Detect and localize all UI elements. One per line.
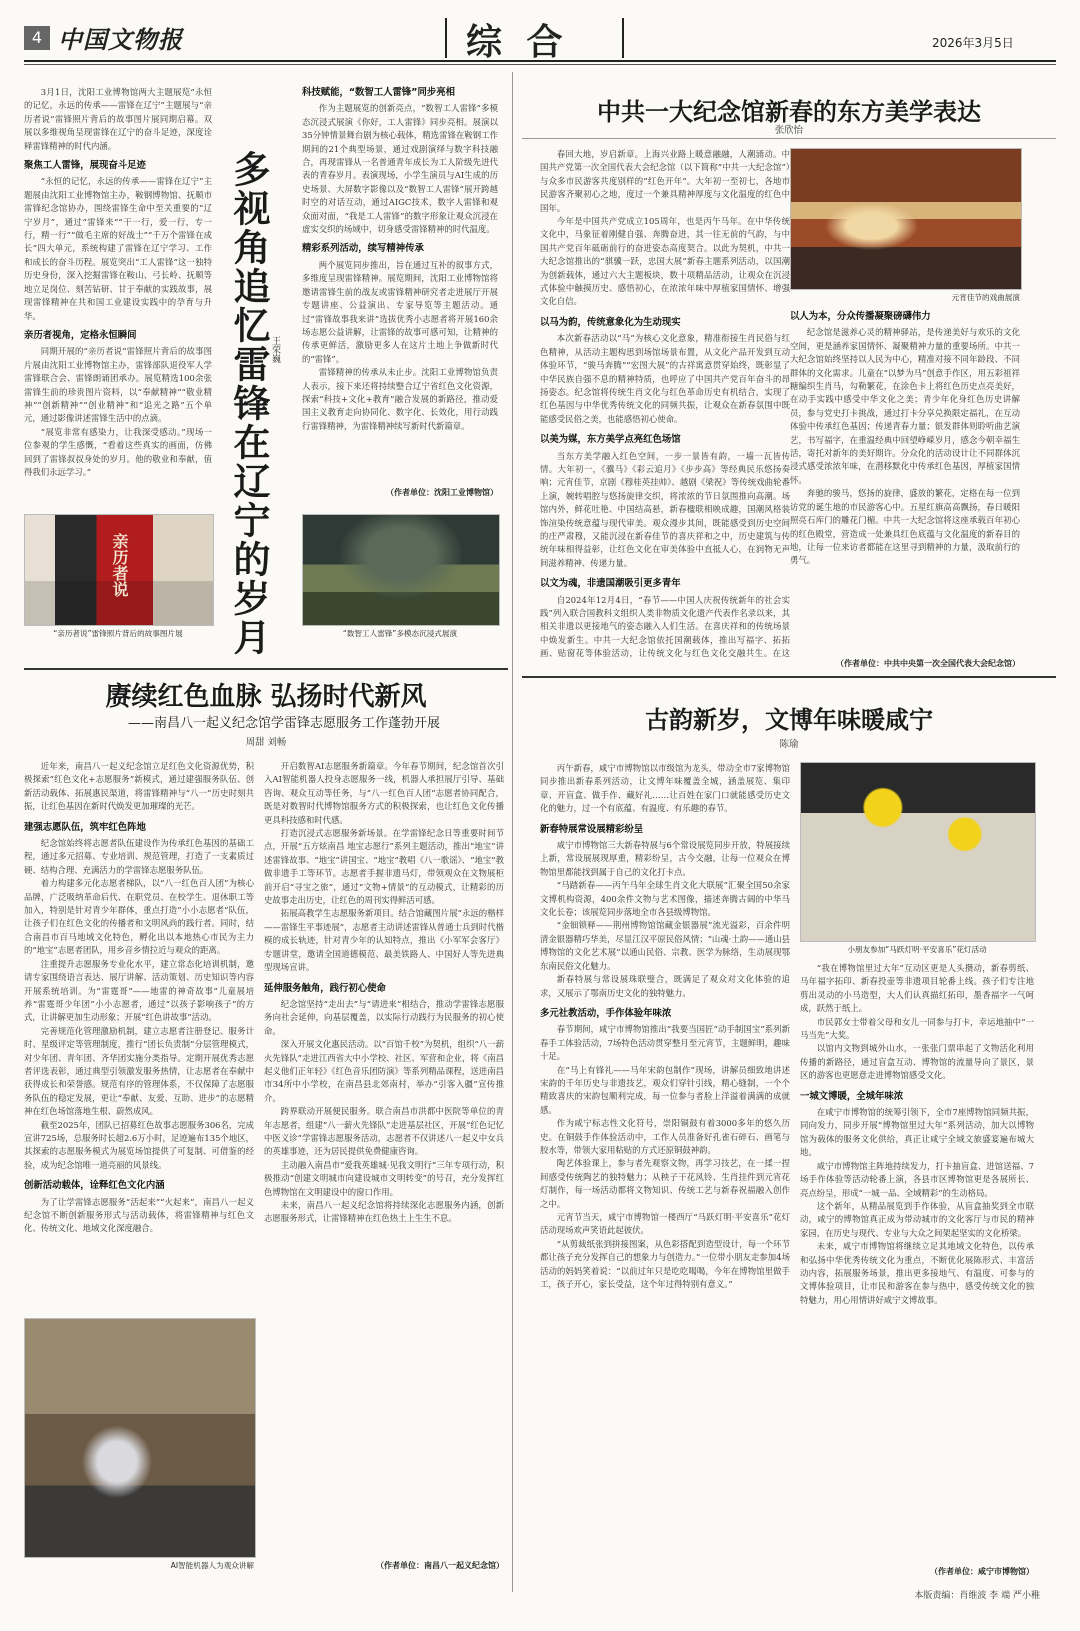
nanchang-p7: 开启数智AI志愿服务新篇章。今年春节期间，纪念馆首次引入AI智能机器人投身志愿服务一线，机器人承担展厅引导、基础咨询、观众互动等任务，与“八一红色百人团”志愿者协同配合，既是对数智时代博物馆服务方式的积极探索，也让红色文化传播更具科技感和时代感。: [264, 761, 504, 825]
party-p7: 奔驰的骏马，悠扬的旋律，盛放的繁花，定格在每一位到访党的诞生地的市民游客心中。五星红旗高高飘扬，春日暖阳照亮石库门的雕花门楣。中共一大纪念馆将这座承载百年初心的红色殿堂，营造成一处兼具红色底蕴与文化温度的新春目的地，让每一位来访者都能在这里寻到精神的力量，汲取前行的勇气。: [790, 488, 1020, 566]
party-p1: 春回大地，岁启新章。上海兴业路上暖意融融，人潮涌动。中国共产党第一次全国代表大会纪念馆（以下简称“中共一大纪念馆”）与众多市民游客共度别样的“红色开年”。大年初一至初七，各地市民游客齐聚初心之地，度过一个兼具精神厚度与文化温度的红色中国年。: [540, 149, 790, 213]
xianning-p17: 这个新年，从精品展览到手作体验，从盲盒抽奖到全市联动，咸宁的博物馆真正成为带动城市的文化客厅与市民的精神家园，在历史与现代、专业与大众之间架起坚实的文化桥梁。: [800, 1200, 1034, 1238]
nanchang-caption: AI智能机器人为观众讲解: [170, 1561, 254, 1570]
xianning-author: 陈瑜: [779, 739, 799, 750]
nanchang-p14: 未来，南昌八一起义纪念馆将持续深化志愿服务内涵，创新志愿服务形式，让雷锋精神在红色热土上生生不息。: [264, 1200, 504, 1224]
nanchang-photo-robot: [24, 1318, 256, 1558]
party-affiliation: （作者单位：中共中央第一次全国代表大会纪念馆）: [836, 659, 1020, 668]
nanchang-p9: 拓展高教学生志愿服务新项目。结合馆藏图片展“永远的楷样——雷锋生平事迹展”，志愿者主动讲述雷锋从普通士兵到时代楷模的成长轨迹，针对青少年的认知特点，推出《小军军会客厅》专题讲堂，邀请全国道德模范、最美铁路人、中国好人等先进典型现场宣讲。: [264, 908, 504, 973]
leifeng-sub3: 科技赋能，“数智工人雷锋”同步亮相: [302, 87, 455, 98]
leifeng-affiliation: （作者单位：沈阳工业博物馆）: [386, 488, 498, 497]
leifeng-photo-exhibit: [24, 514, 214, 626]
section-title: 综 合: [466, 22, 569, 63]
xianning-sub2: 多元社教活动，手作体验年味浓: [540, 1007, 672, 1019]
leifeng-p2: 同期开展的“亲历者说”雷锋照片背后的故事图片展由沈阳工业博物馆主办，雷锋部队退役军人学雷锋联合会、雷锋朗诵团承办。展览精选100余张雷锋生前的珍贵图片资料，以“奉献精神”“敬业精神”“创新精神”“创业精神”和“追光之路”五个单元，通过影像讲述雷锋生活中的点滴。: [24, 346, 212, 424]
leifeng-caption-2: “数智工人雷锋”多模态沉浸式展演: [342, 629, 458, 638]
paper-name: 中国文物报: [58, 25, 183, 54]
masthead-rule: [24, 60, 1056, 62]
party-sub3: 以文为魂，非遗国潮吸引更多青年: [540, 578, 681, 590]
xianning-p5: 新春特展与常设展珠联璧合，既满足了观众对文化体验的追求，又展示了鄂南历史文化的独特魅力。: [540, 974, 790, 998]
leifeng-column-1: [24, 86, 212, 512]
nanchang-column-1: [24, 760, 254, 1314]
xianning-p16: 咸宁市博物馆主阵地持续发力，打卡抽盲盒、进馆送福、7场手作体验等活动轮番上演，各县市区博物馆更是各展所长、亮点纷呈，形成“一城一品、全域精彩”的生动格局。: [800, 1160, 1034, 1198]
xianning-title: 古韵新岁，文博年味暖咸宁: [645, 706, 933, 734]
xianning-p8: 作为咸宁标志性文化符号，崇阳铜鼓有着3000多年的悠久历史。在铜鼓手作体验活动中，工作人员准备好孔雀石碎石、画笔与胶水等，带领大家用粘贴的方式还原铜鼓神韵。: [540, 1118, 790, 1155]
leifeng-p4: 作为主题展览的创新亮点，“数智工人雷锋”多模态沉浸式展演《你好，工人雷锋》同步亮相。展演以35分钟情景舞台剧为核心载体，精选雷锋在鞍钢工作期间的21个典型场景，通过戏剧演绎与数字科技融合，再现雷锋从一名普通青年成长为工人阶级先进代表的青春岁月。表演现场，小学生演员与AI生成的历史场景、大屏数字影像以及“数智工人雷锋”展开跨越时空的对话互动，通过AIGC技术，数字人雷锋和观众面对面，“我是工人雷锋”的数字形象让观众沉浸在虚实交织的场域中，切身感受雷锋精神的时代温度。: [302, 103, 498, 235]
leifeng-p3: “展览非常有感染力，让我深受感动。”现场一位参观的学生感慨，“看着这些真实的画面，仿佛回到了雷锋叔叔身处的岁月。他的敬业和奉献，值得我们永远学习。”: [24, 426, 212, 477]
party-p4: 当东方美学融入红色空间，一步一景皆有韵，一墙一瓦皆传情。大年初一，《骥马》《彩云追月》《步步高》等经典民乐悠扬奏响；元宵佳节，京剧《穆桂英挂帅》、越剧《梁祝》等传统戏曲轮番上演，婉转唱腔与悠扬旋律交织，将浓浓的节日氛围推向高潮。场馆内外，鲜花吐艳、中国结高悬，新春楹联相映成趣，国潮风格装饰渲染传统意蕴与现代审美。观众漫步其间，既能感受到历史空间的庄严肃穆，又能沉浸在新春佳节的喜庆祥和之中，历史建筑与传统年味相得益彰，让红色文化在审美体验中直抵人心，在润物无声间滋养精神、传递力量。: [540, 450, 790, 568]
xianning-p10: 元宵节当天，咸宁市博物馆一楼西厅“马跃灯明·平安喜乐”花灯活动现场欢声笑语此起彼伏。: [540, 1212, 790, 1236]
nanchang-intro: 近年来，南昌八一起义纪念馆立足红色文化资源优势，积极探索“红色文化+志愿服务”新模式，通过建强服务队伍、创新活动载体、拓展惠民渠道，将雷锋精神与“八一”历史时刻共振，让红色基因在新时代焕发更加璀璨的光芒。: [24, 761, 254, 812]
party-column-1: [540, 148, 790, 658]
xianning-p6: 春节期间，咸宁市博物馆推出“我要当国匠”动手制国宝”系列新春手工体验活动，7场特色活动贯穿整月至元宵节，主题鲜明，趣味十足。: [540, 1024, 790, 1062]
nanchang-p6: 为了让学雷锋志愿服务“活起来”“火起来”，南昌八一起义纪念馆不断创新服务形式与活动载体，将雷锋精神与红色文化、传统文化、地域文化深度融合。: [24, 1196, 254, 1234]
party-sub2: 以美为媒，东方美学点亮红色场馆: [540, 434, 681, 446]
nanchang-p10: 纪念馆坚持“走出去”与“请进来”相结合，推动学雷锋志愿服务向社会延伸，向基层覆盖，以实际行动践行为民服务的初心使命。: [264, 998, 504, 1036]
party-column-2: [790, 310, 1020, 656]
leifeng-sub2: 亲历者视角，定格永恒瞬间: [24, 329, 137, 341]
leifeng-photo-performance: [302, 514, 500, 626]
party-photo-opera: [790, 148, 1022, 290]
xianning-p18: 未来，咸宁市博物馆将继续立足其地域文化特色，以传承和弘扬中华优秀传统文化为重点，不断优化展陈形式、丰富活动内容，拓展服务场景，推出更多接地气、有温度、可参与的文博体验项目，让市民和游客在参与热中，感受传统文化的独特魅力，用心用情讲好咸宁文博故事。: [800, 1241, 1034, 1305]
masthead-divider-right: [622, 18, 624, 58]
xianning-p15: 在咸宁市博物馆的统筹引领下，全市7座博物馆同频共振，同向发力，同步开展“博物馆里过大年”系列活动，加大以博物馆为载体的服务文化供给，真正让咸宁全域文旅盛宴遍布城大地。: [800, 1107, 1034, 1158]
xianning-sub1: 新春特展常设展精彩纷呈: [540, 823, 644, 835]
party-caption: 元宵佳节的戏曲展演: [951, 293, 1020, 302]
xianning-p1: 丙午新春，咸宁市博物馆以市级馆为龙头，带动全市7家博物馆同步推出新春系列活动，让文博年味覆盖全城，涵盖展览、集印章、开盲盒、做手作、藏好礼……让百姓在家门口就能感受历史文化的魅力，过一个有底蕴、有温度、有乐趣的春节。: [540, 763, 790, 814]
nanchang-column-2: [264, 760, 504, 1556]
nanchang-p12: 跨界联动开展便民服务。联合南昌市洪都中医院等单位的青年志愿者，组建“八一薪火先锋队”走进基层社区，开展“红色记忆 中医义诊”学雷锋志愿服务活动，志愿者不仅讲述八一起义中女兵的英雄事迹，还为居民提供免费健康咨询。: [264, 1106, 504, 1157]
nanchang-affiliation: （作者单位：南昌八一起义纪念馆）: [376, 1561, 504, 1570]
upper-lower-divider-left: [24, 668, 508, 670]
xianning-caption: 小朋友参加“马跃灯明·平安喜乐”花灯活动: [847, 945, 987, 954]
party-author: 张欣怡: [774, 125, 804, 136]
photo-wall-text: 亲历者说: [110, 533, 129, 597]
xianning-p7: 在“马上有锋礼——马年宋韵包制作”现场，讲解员细致地讲述宋韵的千年历史与非遗技艺，观众们穿针引线，精心缝制，一个个精致喜庆的宋韵包顺利完成，每一位参与者脸上洋溢着满满的成就感。: [540, 1064, 790, 1115]
leifeng-column-2: [302, 86, 498, 504]
nanchang-sub1: 建强志愿队伍，筑牢红色阵地: [24, 821, 146, 833]
leifeng-caption-1: “亲历者说”雷锋照片背后的故事图片展: [53, 629, 183, 638]
issue-date: 2026年3月5日: [932, 36, 1014, 50]
leifeng-title: 多视角追忆雷锋在辽宁的岁月: [227, 150, 270, 657]
nanchang-sub3: 延伸服务触角，践行初心使命: [264, 982, 386, 994]
party-p2: 今年是中国共产党成立105周年，也是丙午马年。在中华传统文化中，马象征着刚健自强、奔腾奋进，其一往无前的气韵，与中国共产党百年砥砺前行的奋进姿态高度契合。以此为契机，中共一大纪念馆推出的“骐骥一跃，忠国大展”新春主题系列活动，以国潮为创新载体，通过六大主题板块，数十项精品活动，让观众在沉浸式体验中触摸历史、感悟初心，在浓浓年味中厚植家国情怀、增强文化自信。: [540, 216, 790, 307]
xianning-p11: “从剪裁纸张到拼接图案，从色彩搭配到造型设计，每一个环节都让孩子充分发挥自己的想象力与创造力。”一位带小朋友走参加4场活动的妈妈笑着说：“以前过年只是吃吃喝喝，今年在博物馆里做手工，孩子开心，家长受益，这个年过得特别有意义。”: [540, 1238, 790, 1290]
nanchang-p13: 主动融入南昌市“爱我英雄城·见我文明行”三年专项行动，积极推动“创建文明城市向建设城市文明转变”的号召，充分发挥红色博物馆在文明建设中的窗口作用。: [264, 1159, 504, 1197]
nanchang-p4: 完善规范化管理激励机制，建立志愿者注册登记、服务计时、星级评定等管理制度，推行“团长负责制”分层管理模式，对少年团、青年团、齐华团实施分类指导。定期开展优秀志愿者评选表彰，通过典型引领激发服务热情，让志愿者在奉献中获得成长和荣誉感。规范有序的管理体系，不仅保障了志愿服务队伍的稳定发展，更让“奉献、友爱、互助、进步”的志愿精神在红色场馆落地生根、蔚然成风。: [24, 1025, 254, 1117]
nanchang-subtitle: ——南昌八一起义纪念馆学雷锋志愿服务工作蓬勃开展: [127, 716, 440, 731]
party-p5: 自2024年12月4日，“春节——中国人庆祝传统新年的社会实践”列入联合国教科文组织人类非物质文化遗产代表作名录以来，其相关非遗以更接地气的姿态融入人们生活。在喜庆祥和的传统场景中焕发新生。中共一大纪念馆依托国潮载体，推出写福字、拓拓画、贴窗花等体验活动，让传统文化与红色文化交融共生。在这: [540, 594, 790, 658]
nanchang-p8: 打造沉浸式志愿服务新场景。在学雷锋纪念日等重要时间节点，开展“五方炫南昌 地宝志愿行”系列主题活动，推出“地宝”讲述雷锋故事、“地宝”讲国宝、“地宝”教唱《八一歌谣》、“地宝”教做非遗手工等环节。志愿者手握非遗马灯，带领观众在文物展柜前开启“寻宝之旅”，通过“文物+情景”的互动模式，让精彩的历史故事走出历史，让红色的周刊实得鲜活可感。: [264, 828, 504, 906]
page-number: 4: [31, 28, 43, 47]
xianning-p2: 咸宁市博物馆三大新春特展与6个常设展览同步开放，特展接续上新，常设展展现厚重，精彩纷呈，古今交融，让每一位观众在博物馆里都能找到属于自己的文化打卡点。: [540, 840, 790, 877]
page-vertical-divider: [512, 72, 513, 1592]
xianning-affiliation: （作者单位：咸宁市博物馆）: [930, 1567, 1034, 1576]
leifeng-p5: 两个展览同步推出，旨在通过互补的叙事方式，多维度呈现雷锋精神。展览期间，沈阳工业博物馆将邀请雷锋生前的战友或雷锋精神研究者走进展厅开展专题讲座、公益演出、专家导览等主题活动。通过“雷锋故事我来讲”选拔优秀小志愿者将开展160余场志愿公益讲解，让雷锋的故事可感可知，让精神的传承更鲜活，激励更多人在这片土地上争做新时代的“雷锋”。: [302, 259, 498, 364]
upper-lower-divider-right: [522, 676, 1056, 678]
party-p3: 本次新春活动以“马”为核心文化意象，精准衔接生肖民俗与红色精神，从活动主题构思到场馆场景布置，从文化产品开发到互动体验环节，“骏马奔腾”“宏图大展”的古祥寓意贯穿始终，既彰显了中华民族自强不息的精神特质，也呼应了中国共产党百年奋斗的昂扬姿态。纪念馆将传统生肖文化与红色革命历史有机结合，实现了红色基因与中华优秀传统文化的同频共振，让观众在新春氛围中既能感受民俗之美，也能感悟初心使命。: [540, 333, 790, 424]
nanchang-sub2: 创新活动载体，诠释红色文化内涵: [24, 1180, 165, 1192]
masthead-divider-left: [445, 18, 447, 58]
xianning-column-2: [800, 962, 1034, 1562]
leifeng-sub4: 精彩系列活动，续写精神传承: [302, 243, 424, 255]
masthead-rule-thin: [24, 64, 1056, 65]
nanchang-p3: 注重提升志愿服务专业化水平，建立常态化培训机制，邀请专家围绕语言表达、展厅讲解、活动策划、历史知识等内容开展系统培训。为“雷霆哥”——地雷的神奇故事”儿童展培养“雷霆哥少年团”小小志愿者，通过“以孩子影响孩子”的方式，让讲解更加生动形象；开展“红色讲故事”活动。: [24, 958, 254, 1023]
party-sub1: 以马为韵，传统意象化为生动现实: [540, 316, 681, 328]
nanchang-p1: 纪念馆始终将志愿者队伍建设作为传承红色基因的基础工程，通过多元招募、专业培训、规范管理，打造了一支素质过硬、结构合理、充满活力的学雷锋志愿服务队伍。: [24, 838, 254, 875]
party-title: 中共一大纪念馆新春的东方美学表达: [597, 98, 981, 126]
party-top-rule: [522, 138, 1056, 139]
nanchang-title: 赓续红色血脉 弘扬时代新风: [105, 682, 427, 712]
party-p6: 纪念馆是滋养心灵的精神驿站，是传递美好与欢乐的文化空间，更是涵养家国情怀、凝聚精神力量的重要场所。中共一大纪念馆始终坚持以人民为中心，精准对接不同年龄段、不同群体的文化需求。儿童在“以梦为马”创意手作区，用五彩祖祥糖编织生肖马，勾勒繁花，在涂色卡上将红色历史点亮美好，在动手实践中感受中华文化之美；青少年化身红色历史讲解员，参与党史打卡挑战，通过打卡分享兑换限定福礼，在互动体验中传承红色基因；传递青春力量；银发群体则聆听曲艺演艺，书写福字，在重温经典中回望峥嵘岁月，感念今朝幸福生活，寄托对新年的美好期许。分众化的活动设计让不同群体沉浸式感受浓浓年味，在潜移默化中传承红色基因，厚植家国情怀。: [790, 327, 1020, 485]
footer-editors: 本版责编：肖维波 李 端 严小稚: [914, 1591, 1040, 1601]
xianning-p13: 市民郭女士带着父母和女儿一同参与打卡，幸运地抽中“一马当先”大奖。: [800, 1016, 1034, 1041]
leifeng-p6: 雷锋精神的传承从未止步。沈阳工业博物馆负责人表示，接下来还将持续整合辽宁省红色文化资源，探索“科技+文化+教育”融合发展的新路径，推动爱国主义教育走向协同化、数字化、长效化，用行动践行雷锋精神，为雷锋精神续写新时代新篇章。: [302, 367, 498, 431]
leifeng-sub1: 聚焦工人雷锋，展现奋斗足迹: [24, 160, 146, 172]
xianning-p12: “我在博物馆里过大年”互动区更是人头攒动，新春剪纸、马年福字拓印、新春投壶等非遗项目轮番上线。孩子们专注地剪出灵动的小马造型，大人们认真描红拓印，墨香福字一气呵成，跃然于纸上。: [800, 963, 1034, 1014]
nanchang-p5: 截至2025年，团队已招募红色故事志愿服务306名，完成宣讲725场，总服务时长超2.6万小时，足迹遍布135个地区，其探索的志愿服务模式为展览场馆提供了可复制、可借鉴的经验，成为纪念馆唯一道亮丽的风景线。: [24, 1119, 254, 1170]
xianning-p9: 陶艺体验课上，参与者先观察文物，再学习技艺，在一揉一捏间感受传统陶艺的独特魅力；从秧子干花风铃、生肖挂件到元宵花灯制作，每一场活动都将文物知识、传统工艺与新春祝福融入创作之中。: [540, 1158, 790, 1209]
leifeng-intro: 3月1日，沈阳工业博物馆两大主题展览“永恒的记忆，永远的传承——雷锋在辽宁”主题展与“亲历者说”雷锋照片背后的故事图片展同期启幕。双展以多维视角呈现雷锋在辽宁的奋斗足迹，深度诠释雷锋精神的时代内涵。: [24, 87, 212, 151]
party-sub4: 以人为本，分众传播凝聚磅礴伟力: [790, 311, 931, 322]
leifeng-author: 王荣巍: [270, 336, 280, 363]
nanchang-p11: 深入开展文化惠民活动。以“百馆千校”为契机，组织“八一薪火先锋队”走进江西省大中小学校、社区、军营和企业，将《南昌起义他们正年轻》《红色音乐团防演》等系列精品课程，送进南昌市34所中小学校，在南昌县北郊南村，举办“引客入疆”宣传推介。: [264, 1039, 504, 1103]
xianning-p4: “金钿锁释——荆州博物馆馆藏金银器展”流光溢彩，百余件明清金银器精巧华美，尽显江汉平原民俗风情；“山魂·土韵——通山县博物馆的文化艺术展”以通山民俗、宗教、医学为脉络，生动展现鄂东南民俗文化魅力。: [540, 920, 790, 971]
page-number-box: [24, 26, 50, 50]
xianning-sub3: 一城文博暖，全城年味浓: [800, 1090, 904, 1102]
xianning-p3: “马踏新春——丙午马年全球生肖文化大联展”汇聚全国50余家文博机构资源，400余件文物与艺术图像，描述奔腾古阔的中华马文化长卷；该展览同步落地全市各县级博物馆。: [540, 880, 790, 918]
leifeng-p1: “永恒的记忆，永远的传承——雷锋在辽宁”主题展由沈阳工业博物馆主办，鞍钢博物馆、抚顺市雷锋纪念馆协办，围绕雷锋生命中至关重要的“辽宁岁月”，通过“雷锋来”“干一行，爱一行，专一行，精一行”“做毛主席的好战士”“千万个雷锋在成长”四大单元，系统构建了雷锋在辽宁学习、工作和成长的奋斗历程。展览突出“工人雷锋”这一独特历史身份，深入挖掘雷锋在鞍山、弓长岭、抚顺等地立足岗位、刻苦钻研、甘于奉献的实践故事，展现雷锋精神在共和国工业建设实践中的孕育与升华。: [24, 176, 212, 321]
xianning-column-1: [540, 762, 790, 1562]
nanchang-author: 周甜 刘畅: [245, 737, 287, 748]
xianning-photo-lanterns: [800, 762, 1036, 942]
xianning-p14: 以馆内文物到城外山水，一张张门票串起了文物活化利用传播的新路径，通过盲盒互动、博物馆的流量导向了景区，景区的游客也更愿意走进博物馆感受文化。: [800, 1043, 1034, 1081]
nanchang-p2: 着力构建多元化志愿者梯队，以“八一红色百人团”为核心品牌，广泛吸纳革命后代、在职党员、在校学生、退休职工等加入，特别是针对青少年群体，重点打造“小小志愿者”队伍，让孩子们在红色文化的传播者和文明风尚的践行者。同时，结合南昌市百马地域文化特色，孵化出以本地热心市民为主力的“地宝”志愿者团队，用乡音乡情拉近与观众的距离。: [24, 878, 254, 956]
